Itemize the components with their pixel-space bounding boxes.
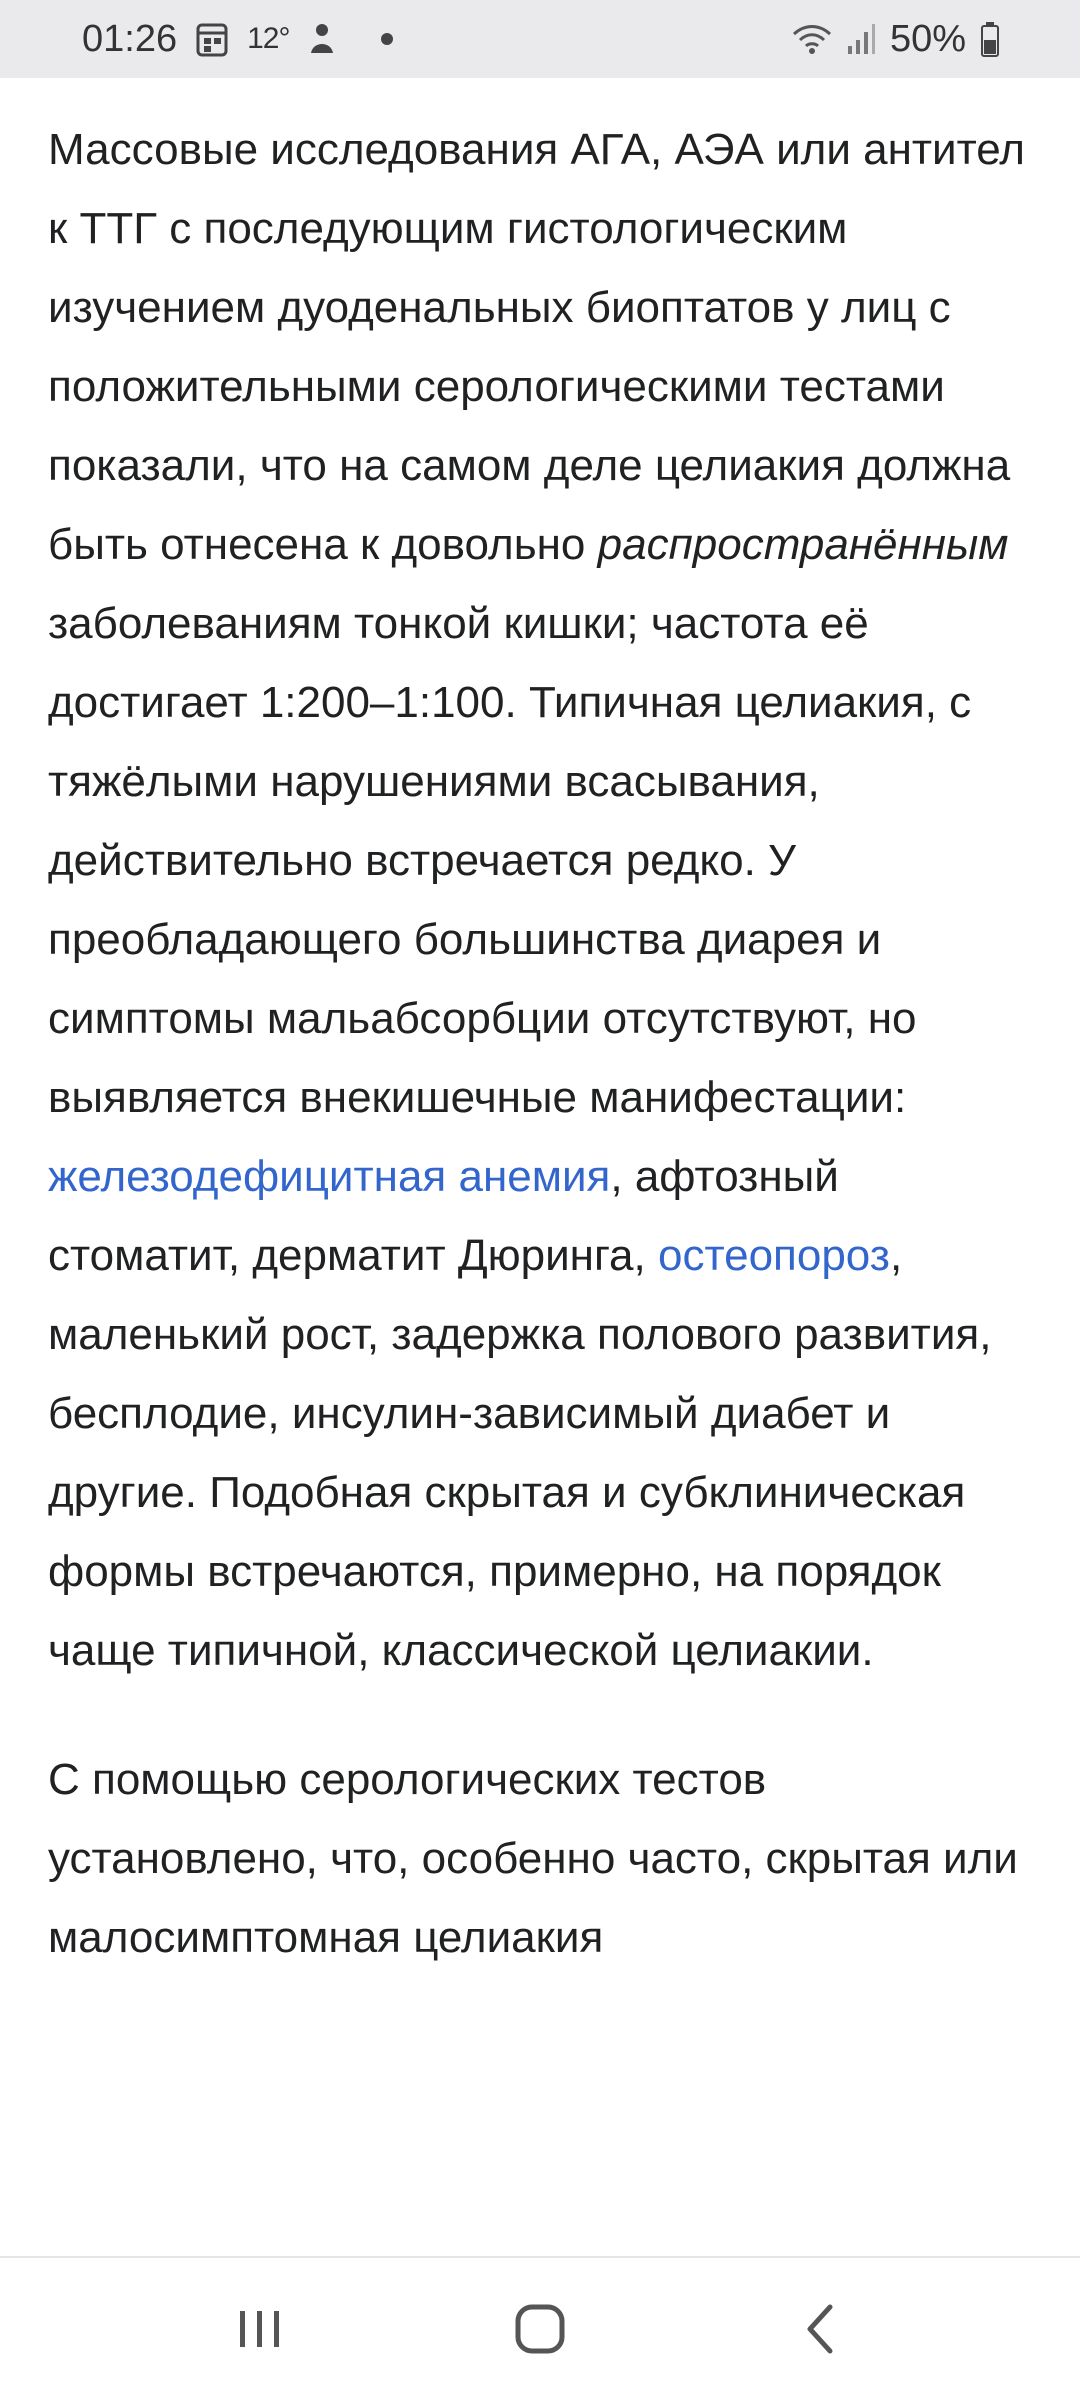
paragraph-text: , афтозный стоматит, дерматит Дюринга,: [48, 1152, 839, 1280]
paragraph-text: заболеваниям тонкой кишки; частота её достигает 1:200–1:100. Типичная целиакия, с тяжёлыми нарушениями всасывания, действительно встречается редко. У преобладающего большинства диарея и симптомы мальабсорбции отсутствуют, но выявляется внекишечные манифестации:: [48, 599, 972, 1122]
emphasis-text: распространённым: [597, 520, 1009, 569]
paragraph-text: , маленький рост, задержка полового развития, бесплодие, инсулин-зависимый диабет и другие. Подобная скрытая и субклиническая формы встречаются, примерно, на порядок чаще типичной, классической целиакии.: [48, 1231, 992, 1675]
article-paragraph-1: [48, 110, 1038, 1690]
back-button[interactable]: [760, 2279, 880, 2379]
back-icon: [802, 2303, 838, 2355]
status-time: 01:26: [82, 17, 178, 60]
wifi-icon: [792, 22, 832, 56]
home-button[interactable]: [480, 2279, 600, 2379]
system-nav-bar: [0, 2256, 1080, 2400]
article-content: [48, 78, 1038, 2256]
status-left: [82, 18, 393, 61]
signal-icon: [846, 22, 876, 56]
status-temperature: 12°: [247, 22, 290, 55]
status-bar: [0, 0, 1080, 78]
recent-apps-button[interactable]: [200, 2279, 320, 2379]
notification-dot-icon: [381, 33, 393, 45]
link-osteoporosis[interactable]: остеопороз: [657, 1231, 890, 1280]
status-right: [792, 18, 1000, 61]
recent-apps-icon: [236, 2307, 284, 2351]
calendar-icon: [195, 19, 229, 59]
battery-percent: 50%: [889, 17, 966, 60]
link-iron-deficiency-anemia[interactable]: железодефицитная анемия: [48, 1152, 611, 1201]
article-paragraph-2: С помощью серологических тестов установлено, что, особенно часто, скрытая или малосимптомная целиакия: [48, 1755, 1018, 1962]
accuweather-icon: [307, 21, 337, 57]
home-icon: [514, 2303, 566, 2355]
battery-icon: [980, 21, 1000, 57]
paragraph-text: Массовые исследования АГА, АЭА или антител к ТТГ с последующим гистологическим изучением дуоденальных биоптатов у лиц с положительными серологическими тестами показали, что на самом деле целиакия должна быть отнесена к довольно: [48, 125, 1025, 569]
